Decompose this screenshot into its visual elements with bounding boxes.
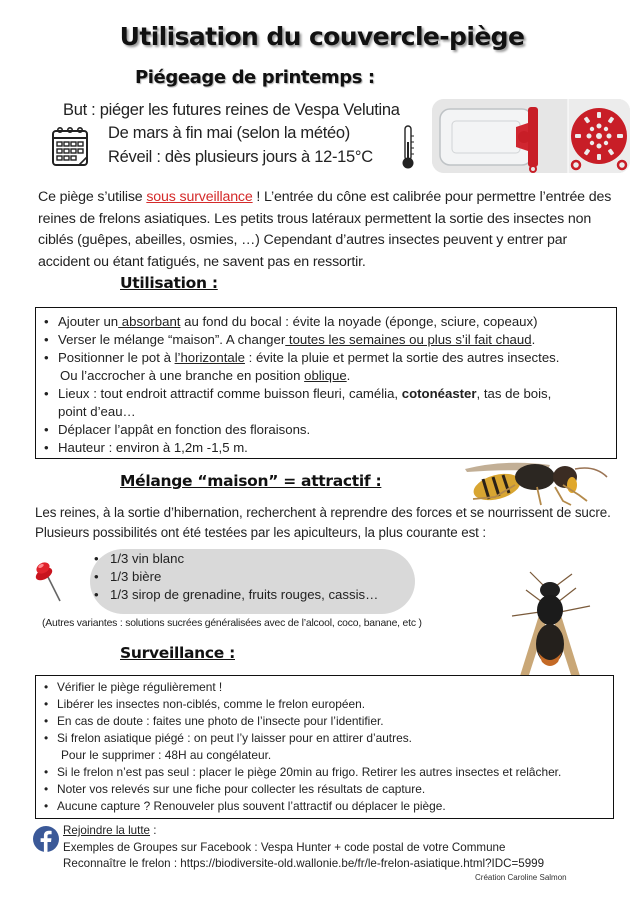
credit-text: Création Caroline Salmon xyxy=(475,873,567,882)
usage-item: • Positionner le pot à l’horizontale : évite la pluie et permet la sortie des autres insectes. xyxy=(36,349,616,367)
usage-item: • Verser le mélange “maison”. A changer toutes les semaines ou plus s’il fait chaud. xyxy=(36,331,616,349)
watch-item: • Libérer les insectes non-ciblés, comme le frelon européen. xyxy=(36,696,613,713)
usage-box xyxy=(35,307,617,459)
facebook-groups-text: Exemples de Groupes sur Facebook : Vespa Hunter + code postal de votre Commune xyxy=(63,840,506,854)
watch-item: • Vérifier le piège régulièrement ! xyxy=(36,679,613,696)
usage-item: • Déplacer l’appât en fonction des floraisons. xyxy=(36,421,616,439)
usage-list xyxy=(36,308,616,457)
watch-item: • Noter vos relevés sur une fiche pour collecter les résultats de capture. xyxy=(36,781,613,798)
watch-item: • Aucune capture ? Renouveler plus souvent l’attractif ou déplacer le piège. xyxy=(36,798,613,815)
recipe-box xyxy=(90,549,415,614)
recipe-item: • 1/3 vin blanc xyxy=(90,550,415,568)
trap-photo xyxy=(432,99,630,173)
usage-item: • Hauteur : environ à 1,2m -1,5 m. xyxy=(36,439,616,457)
intro-highlight: sous surveillance xyxy=(146,189,253,205)
usage-item: • Lieux : tout endroit attractif comme buisson fleuri, camélia, cotonéaster, tas de bois, point d’eau… xyxy=(36,385,616,421)
watch-list xyxy=(36,676,613,815)
hornet-side-image xyxy=(455,455,615,510)
hornet-top-image xyxy=(500,568,600,688)
recipe-list xyxy=(90,549,415,604)
usage-item: • Ajouter un absorbant au fond du bocal : évite la noyade (éponge, sciure, copeaux) xyxy=(36,313,616,331)
recipe-item: • 1/3 bière xyxy=(90,568,415,586)
watch-heading: Surveillance : xyxy=(120,644,235,662)
usage-heading: Utilisation : xyxy=(120,274,218,292)
join-link[interactable]: Rejoindre la lutte xyxy=(63,824,151,837)
watch-item-continuation: Pour le supprimer : 48H au congélateur. xyxy=(61,748,272,762)
usage-item-continuation: Ou l’accrocher à une branche en position oblique. xyxy=(60,368,351,383)
watch-item: • Si le frelon n’est pas seul : placer le piège 20min au frigo. Retirer les autres insectes et relâcher. xyxy=(36,764,613,781)
intro-paragraph xyxy=(38,187,618,273)
page-title: Utilisation du couvercle-piège xyxy=(119,22,525,51)
watch-item: • En cas de doute : faites une photo de l’insecte pour l’identifier. xyxy=(36,713,613,730)
period-text: De mars à fin mai (selon la météo) xyxy=(108,124,350,142)
goal-text: But : piéger les futures reines de Vespa Velutina xyxy=(63,101,400,119)
intro-text-end: ! L’entrée du cône est calibrée pour permettre l’entrée des reines de frelons asiatiques. Les petits trous latéraux permettent la sortie des insectes non ciblés (guêpes, abeilles, osmies, …) Cependant d’autres insectes peuvent y entrer par accident ou étant fatigués, ne savent pas en ressortir. xyxy=(38,189,612,270)
recipe-item: • 1/3 sirop de grenadine, fruits rouges, cassis… xyxy=(90,586,415,604)
section-subtitle: Piégeage de printemps : xyxy=(135,67,375,88)
variants-note: (Autres variantes : solutions sucrées généralisées avec de l’alcool, coco, banane, etc ) xyxy=(42,618,422,629)
watch-item: • Si frelon asiatique piégé : on peut l’y laisser pour en attirer d’autres. xyxy=(36,730,613,747)
facebook-icon[interactable] xyxy=(33,826,59,852)
jar-trap-illustration xyxy=(432,99,630,173)
pushpin-icon xyxy=(34,559,64,603)
intro-text-start: Ce piège s’utilise xyxy=(38,189,147,205)
calendar-icon xyxy=(51,125,91,169)
facebook-glyph xyxy=(33,826,59,852)
wake-text: Réveil : dès plusieurs jours à 12-15°C xyxy=(108,148,373,166)
thermometer-icon xyxy=(400,124,416,170)
mix-heading: Mélange “maison” = attractif : xyxy=(120,472,382,490)
recognize-label: Reconnaître le frelon : xyxy=(63,857,181,870)
recognize-url-link[interactable]: https://biodiversite-old.wallonie.be/fr/le-frelon-asiatique.html?IDC=5999 xyxy=(180,857,545,870)
watch-box xyxy=(35,675,614,819)
mix-paragraph: Les reines, à la sortie d’hibernation, recherchent à reprendre des forces et se nourrissent de sucre. Plusieurs possibilités ont été testées par les apiculteurs, la plus courante est : xyxy=(35,505,611,540)
footer-info: Rejoindre la lutte : Exemples de Groupes sur Facebook : Vespa Hunter + code postal de votre Commune Reconnaître le frelon : https://biodiversite-old.wallonie.be/fr/le-frelon-asiatique.html?IDC=5999 xyxy=(63,824,545,870)
